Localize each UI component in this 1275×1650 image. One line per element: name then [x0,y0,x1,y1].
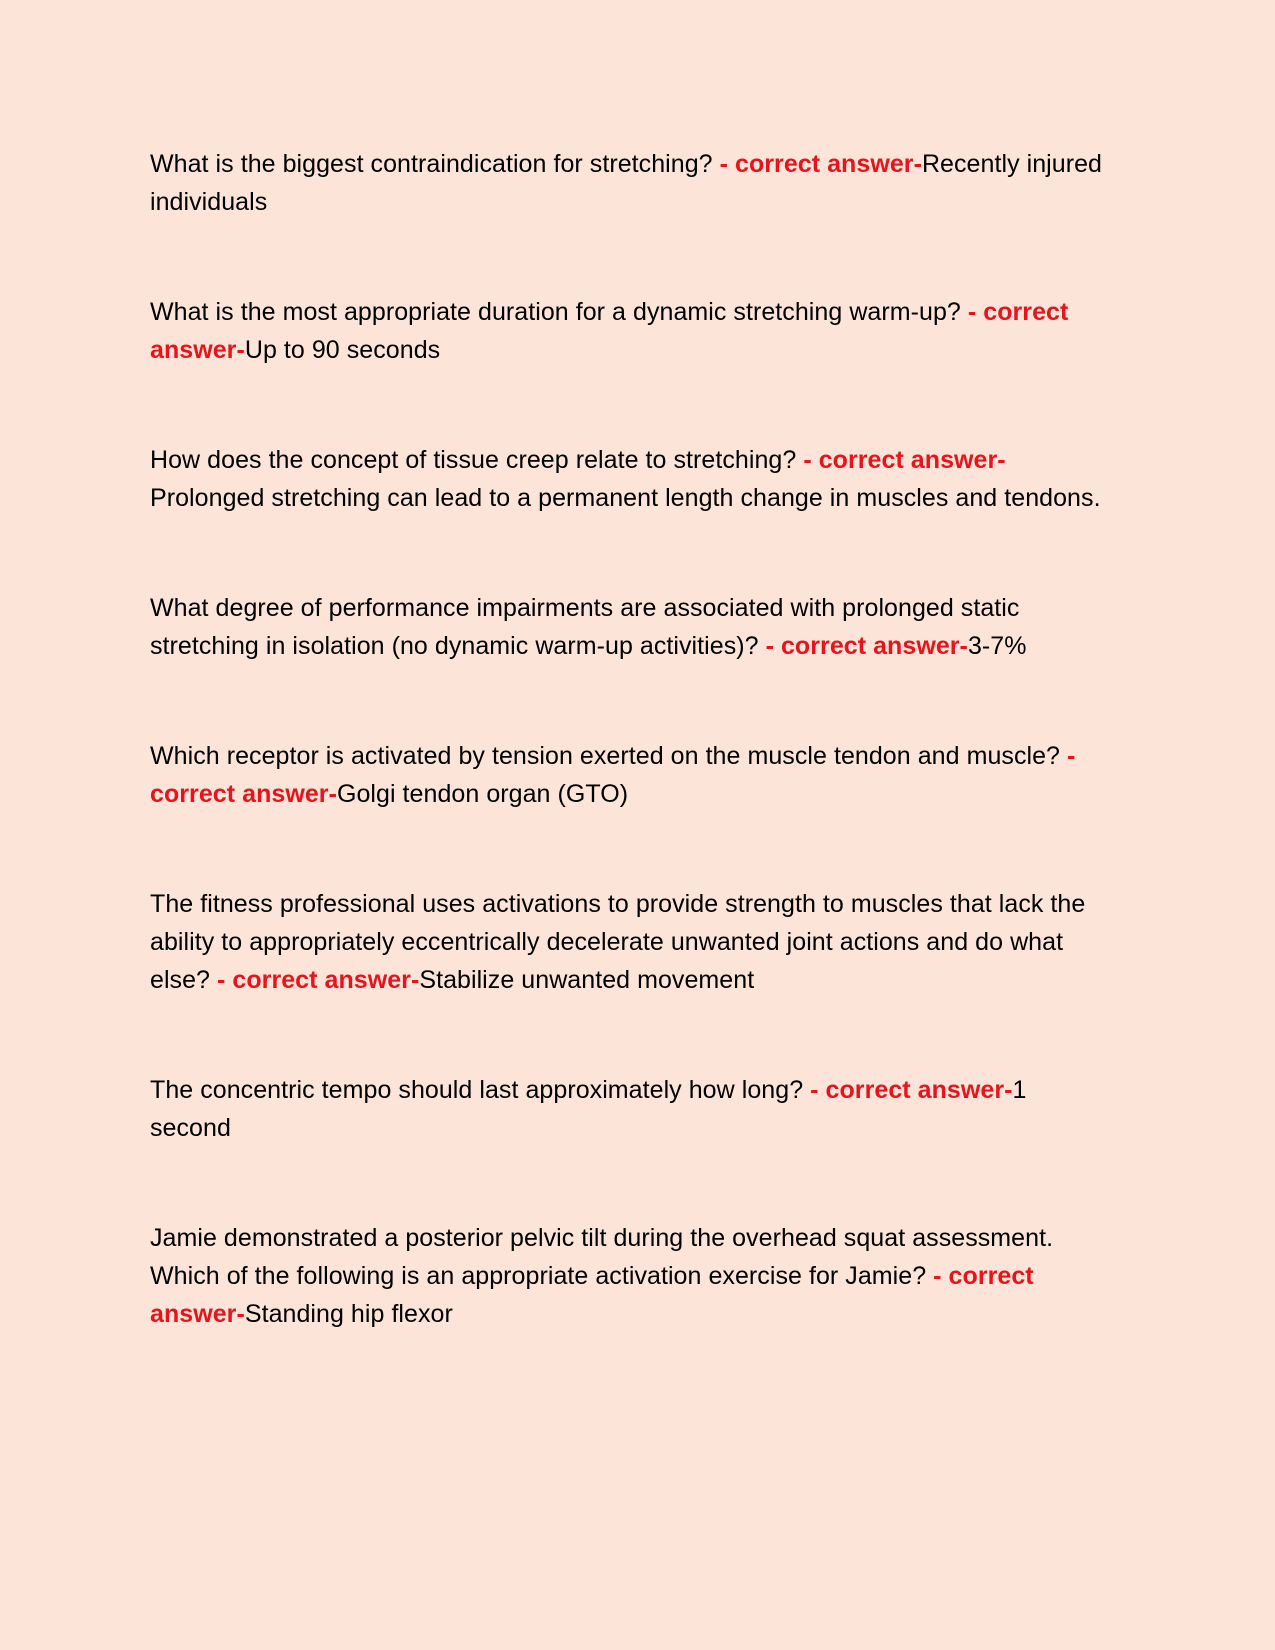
correct-answer-label: - correct answer- [803,446,1006,474]
correct-answer-label: - correct answer- [150,1262,1034,1328]
answer-text: Stabilize unwanted movement [419,966,755,994]
question-text: How does the concept of tissue creep relate to stretching? [150,446,797,474]
correct-answer-label: - correct answer- [150,742,1076,808]
question-text: What is the most appropriate duration for a dynamic stretching warm-up? [150,298,961,326]
correct-answer-label: - correct answer- [810,1076,1013,1104]
qa-item-2 [150,293,1105,369]
correct-answer-label: - correct answer- [765,632,968,660]
answer-text: Golgi tendon organ (GTO) [336,780,629,808]
qa-item-4 [150,589,1105,665]
correct-answer-label: - correct answer- [217,966,420,994]
question-text: Jamie demonstrated a posterior pelvic tilt during the overhead squat assessment. Which of the following is an appropriate activation exercise for Jamie? [150,1224,1054,1290]
answer-text: Up to 90 seconds [244,336,441,364]
qa-item-6 [150,885,1105,999]
question-text: The fitness professional uses activations to provide strength to muscles that lack the ability to appropriately eccentrically decelerate unwanted joint actions and do what else? [150,890,1086,994]
answer-text: Standing hip flexor [244,1300,453,1328]
question-text: What is the biggest contraindication for stretching? [150,150,713,178]
qa-item-5 [150,737,1105,813]
qa-item-3 [150,441,1105,517]
answer-text: Recently injured individuals [150,150,1103,216]
qa-item-1 [150,145,1105,221]
answer-text: 1 second [150,1076,1027,1142]
qa-item-8 [150,1219,1105,1333]
question-text: Which receptor is activated by tension exerted on the muscle tendon and muscle? [150,742,1061,770]
question-text: What degree of performance impairments are associated with prolonged static stretching in isolation (no dynamic warm-up activities)? [150,594,1020,660]
answer-text: Prolonged stretching can lead to a permanent length change in muscles and tendons. [150,484,1101,512]
answer-text: 3-7% [967,632,1027,660]
qa-item-7 [150,1071,1105,1147]
question-text: The concentric tempo should last approximately how long? [150,1076,804,1104]
correct-answer-label: - correct answer- [719,150,922,178]
correct-answer-label: - correct answer- [150,298,1069,364]
